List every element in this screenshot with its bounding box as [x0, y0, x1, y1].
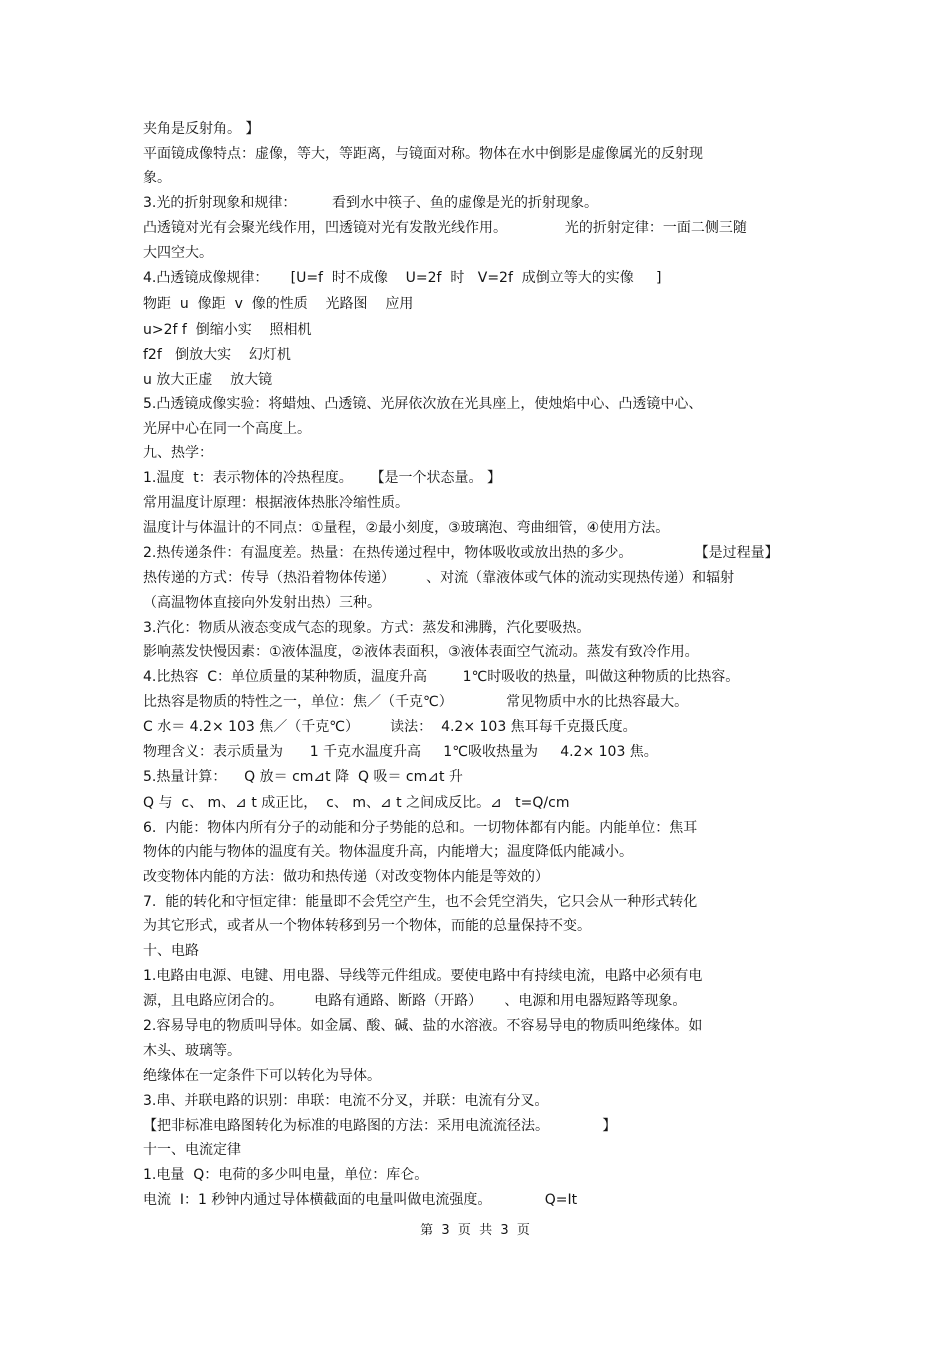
text-line: 3.串、并联电路的识别：串联：电流不分叉，并联：电流有分叉。	[143, 1093, 549, 1109]
text-line: 比热容是物质的特性之一，单位：焦／（千克℃） 常见物质中水的比热容最大。	[143, 694, 689, 710]
text-line: 3.汽化：物质从液态变成气态的现象。方式：蒸发和沸腾，汽化要吸热。	[143, 620, 591, 636]
text-line: 常用温度计原理：根据液体热胀冷缩性质。	[143, 495, 409, 511]
text-line: 电流 I：1 秒钟内通过导体横截面的电量叫做电流强度。 Q=It	[143, 1192, 578, 1208]
text-line: 物体的内能与物体的温度有关。物体温度升高，内能增大；温度降低内能减小。	[143, 844, 633, 860]
section-heading: 十、电路	[143, 943, 199, 959]
text-line: Q 与 c、 m、⊿ t 成正比， c、 m、⊿ t 之间成反比。⊿ t=Q/cm	[143, 795, 570, 811]
section-heading: 九、热学：	[143, 445, 213, 461]
text-line: 改变物体内能的方法：做功和热传递（对改变物体内能是等效的）	[143, 869, 549, 885]
text-line: 1.温度 t：表示物体的冷热程度。 【是一个状态量。 】	[143, 470, 501, 486]
text-line: 1.电路由电源、电键、用电器、导线等元件组成。要使电路中有持续电流，电路中必须有电	[143, 968, 703, 984]
text-line: 3.光的折射现象和规律： 看到水中筷子、鱼的虚像是光的折射现象。	[143, 195, 598, 211]
text-line: 凸透镜对光有会聚光线作用，凹透镜对光有发散光线作用。 光的折射定律：一面二侧三随	[143, 220, 747, 236]
text-line: C 水＝ 4.2× 103 焦／（千克℃） 读法： 4.2× 103 焦耳每千克摄氏度。	[143, 719, 637, 735]
text-line: 影响蒸发快慢因素：①液体温度，②液体表面积，③液体表面空气流动。蒸发有致冷作用。	[143, 644, 699, 660]
text-line: 4.凸透镜成像规律： [U=f 时不成像 U=2f 时 V=2f 成倒立等大的实像 ]	[143, 270, 662, 286]
text-line: 木头、玻璃等。	[143, 1043, 241, 1059]
text-line: 【把非标准电路图转化为标准的电路图的方法：采用电流流径法。 】	[143, 1118, 617, 1134]
text-line: 源，且电路应闭合的。 电路有通路、断路（开路） 、电源和用电器短路等现象。	[143, 993, 687, 1009]
text-line: 5.凸透镜成像实验：将蜡烛、凸透镜、光屏依次放在光具座上，使烛焰中心、凸透镜中心、	[143, 396, 703, 412]
text-line: u>2f f 倒缩小实 照相机	[143, 322, 312, 338]
text-line: 为其它形式，或者从一个物体转移到另一个物体，而能的总量保持不变。	[143, 918, 591, 934]
section-heading: 十一、电流定律	[143, 1142, 241, 1158]
page-footer: 第 3 页 共 3 页	[420, 1223, 530, 1238]
text-line: 平面镜成像特点：虚像，等大，等距离，与镜面对称。物体在水中倒影是虚像属光的反射现	[143, 146, 703, 162]
text-line: f2f 倒放大实 幻灯机	[143, 347, 291, 363]
text-line: 2.热传递条件：有温度差。热量：在热传递过程中，物体吸收或放出热的多少。 【是过程量】	[143, 545, 779, 561]
text-line: 绝缘体在一定条件下可以转化为导体。	[143, 1068, 381, 1084]
text-line: 光屏中心在同一个高度上。	[143, 421, 311, 437]
text-line: 7. 能的转化和守恒定律：能量即不会凭空产生，也不会凭空消失，它只会从一种形式转化	[143, 894, 698, 910]
text-line: 6. 内能：物体内所有分子的动能和分子势能的总和。一切物体都有内能。内能单位：焦耳	[143, 820, 698, 836]
text-line: 物理含义：表示质量为 1 千克水温度升高 1℃吸收热量为 4.2× 103 焦。	[143, 744, 658, 760]
text-line: 大四空大。	[143, 245, 213, 261]
text-line: 5.热量计算： Q 放＝ cm⊿t 降 Q 吸＝ cm⊿t 升	[143, 769, 463, 785]
text-line: 夹角是反射角。 】	[143, 121, 260, 137]
text-line: 热传递的方式：传导（热沿着物体传递） 、对流（靠液体或气体的流动实现热传递）和辐射	[143, 570, 735, 586]
text-line: 4.比热容 C：单位质量的某种物质，温度升高 1℃时吸收的热量，叫做这种物质的比热容。	[143, 669, 740, 685]
text-line: u 放大正虚 放大镜	[143, 372, 273, 388]
text-line: 象。	[143, 170, 171, 186]
text-line: 物距 u 像距 v 像的性质 光路图 应用	[143, 296, 414, 312]
text-line: 2.容易导电的物质叫导体。如金属、酸、碱、盐的水溶液。不容易导电的物质叫绝缘体。如	[143, 1018, 703, 1034]
text-line: 温度计与体温计的不同点：①量程，②最小刻度，③玻璃泡、弯曲细管，④使用方法。	[143, 520, 670, 536]
text-line: （高温物体直接向外发射出热）三种。	[143, 595, 381, 611]
text-line: 1.电量 Q：电荷的多少叫电量，单位：库仑。	[143, 1167, 429, 1183]
